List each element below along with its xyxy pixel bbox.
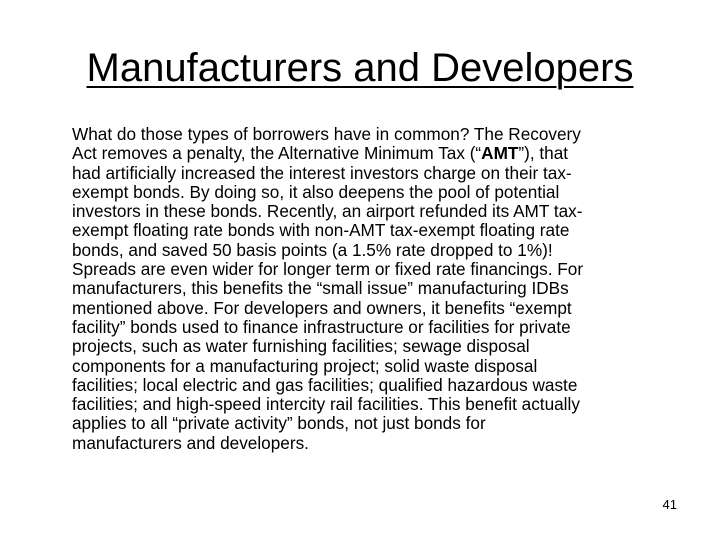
body-line: applies to all “private activity” bonds, not just bonds for: [72, 413, 486, 434]
body-line: exempt bonds. By doing so, it also deepens the pool of potential: [72, 181, 560, 202]
body-line: had artificially increased the interest investors charge on their tax-: [72, 162, 572, 183]
slide-title: Manufacturers and Developers: [86, 46, 634, 90]
body-line: manufacturers and developers.: [72, 432, 309, 453]
body-line: exempt floating rate bonds with non-AMT tax-exempt floating rate: [72, 220, 570, 241]
body-line: manufacturers, this benefits the “small issue” manufacturing IDBs: [72, 278, 569, 299]
body-line: investors in these bonds. Recently, an airport refunded its AMT tax-: [72, 201, 583, 222]
body-line: What do those types of borrowers have in common? The Recovery: [72, 124, 581, 144]
body-line: facilities; local electric and gas facilities; qualified hazardous waste: [72, 374, 578, 395]
body-paragraph: [72, 125, 684, 453]
body-line: components for a manufacturing project; solid waste disposal: [72, 355, 538, 376]
body-line: projects, such as water furnishing facilities; sewage disposal: [72, 336, 530, 357]
body-line: facilities; and high-speed intercity rail facilities. This benefit actually: [72, 394, 580, 415]
body-line: mentioned above. For developers and owners, it benefits “exempt: [72, 297, 572, 318]
body-line: Act removes a penalty, the Alternative Minimum Tax (“AMT”), that: [72, 143, 569, 164]
body-line: Spreads are even wider for longer term or fixed rate financings. For: [72, 259, 584, 280]
body-line: bonds, and saved 50 basis points (a 1.5% rate dropped to 1%)!: [72, 239, 553, 260]
amt-abbreviation: AMT: [481, 143, 519, 164]
body-line: facility” bonds used to finance infrastructure or facilities for private: [72, 316, 571, 337]
page-number: 41: [662, 497, 677, 512]
